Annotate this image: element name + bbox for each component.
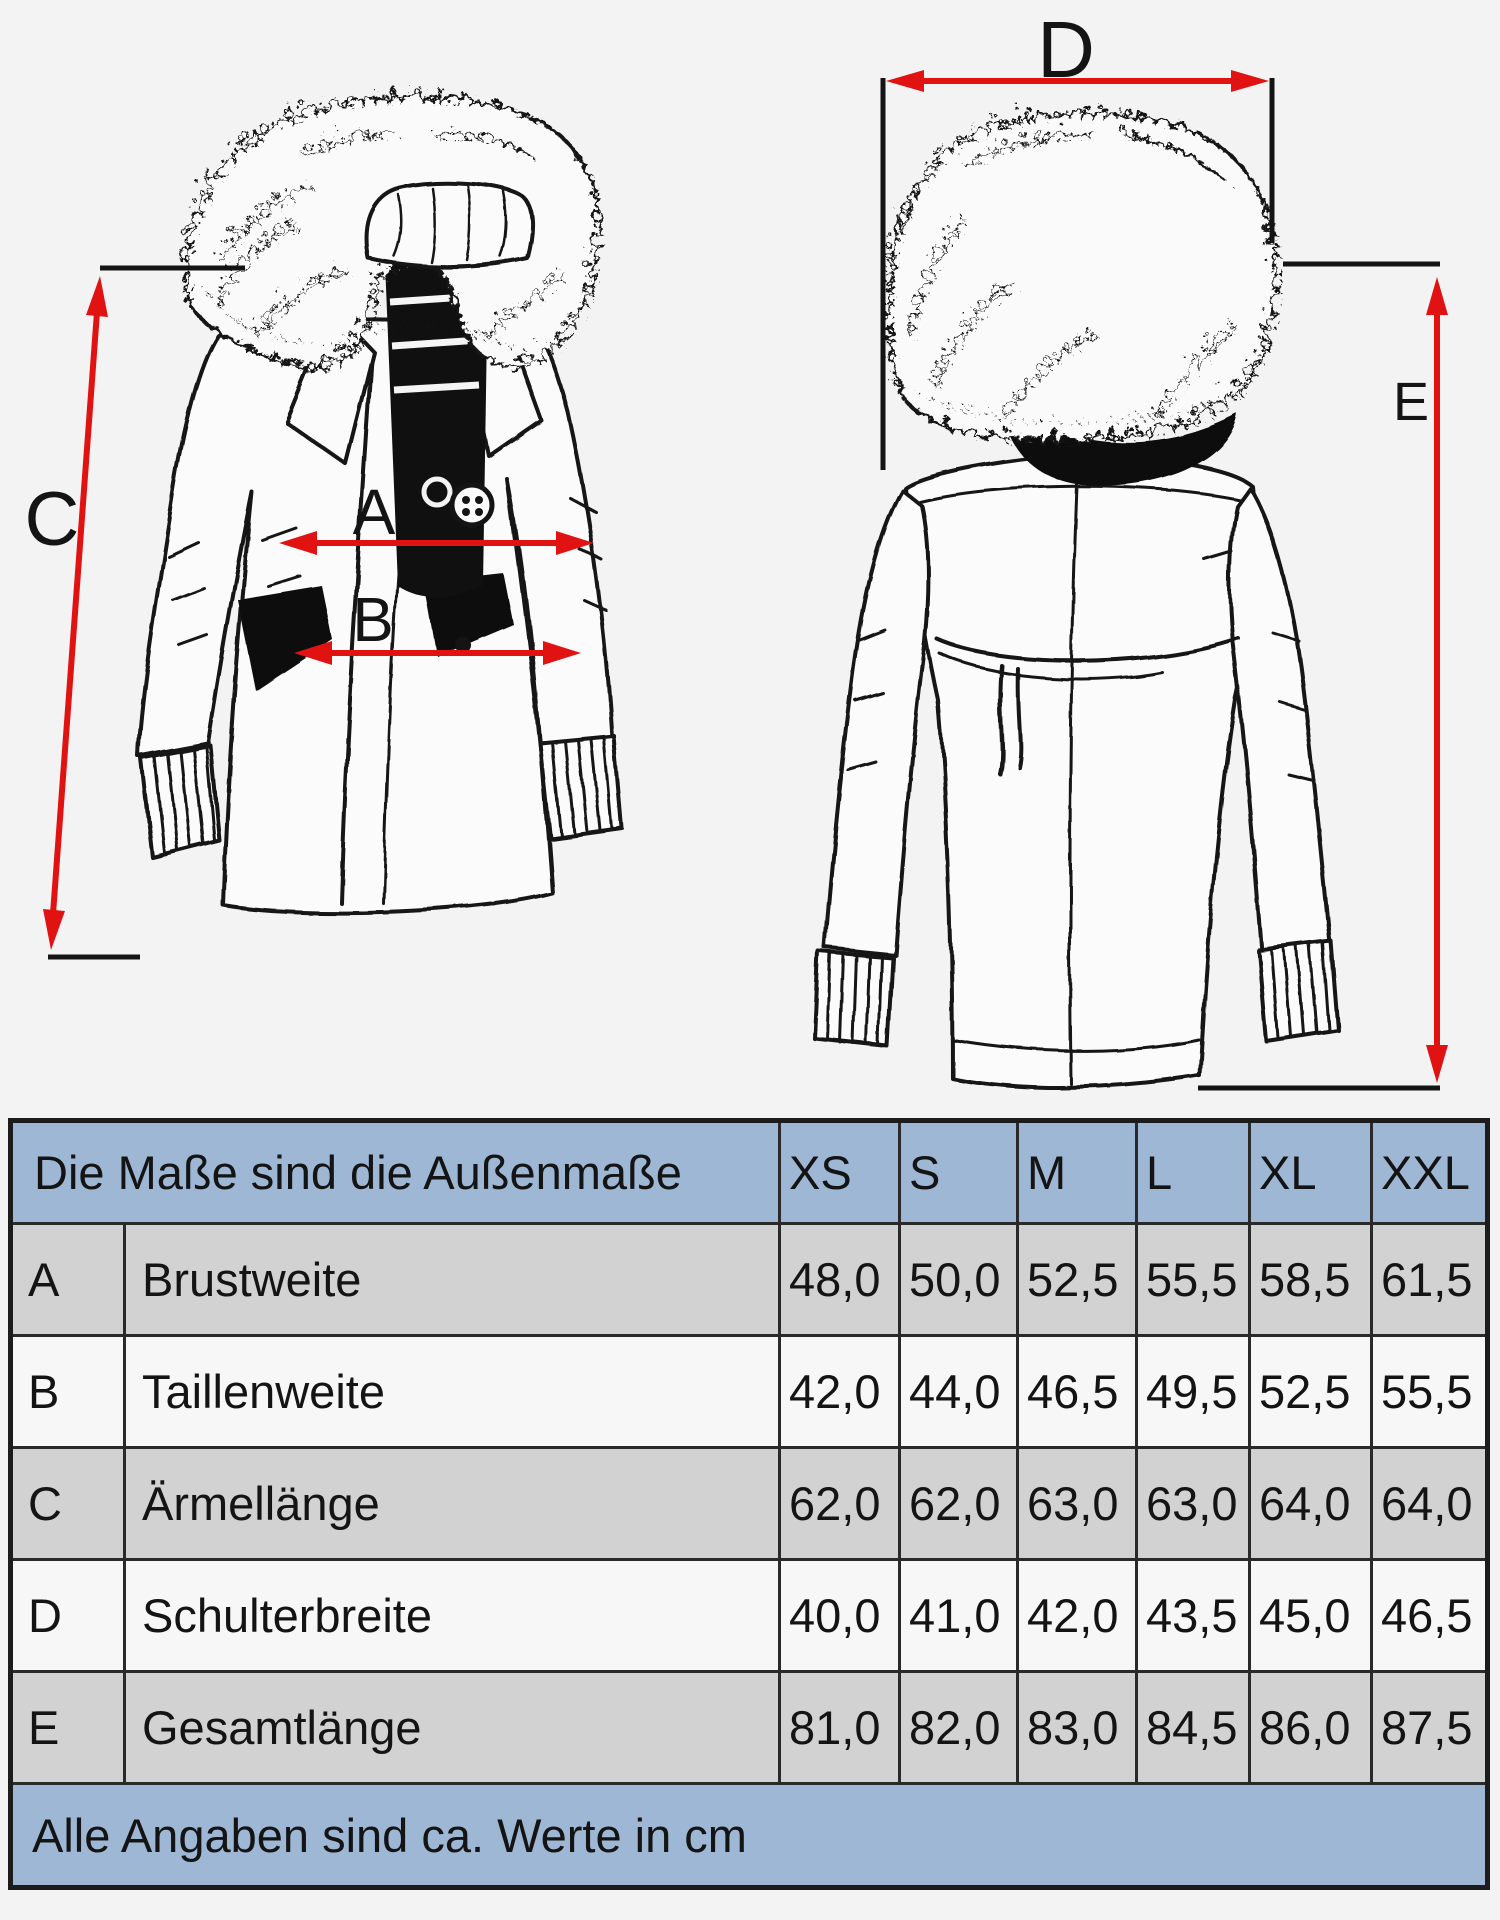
measurement-label-e: E [1392, 372, 1430, 432]
value-cell: 52,5 [1018, 1224, 1137, 1336]
value-cell: 82,0 [900, 1672, 1018, 1784]
measurement-label-a: A [352, 476, 396, 548]
value-cell: 63,0 [1137, 1448, 1250, 1560]
value-cell: 46,5 [1372, 1560, 1488, 1672]
back-jacket-body [905, 455, 1255, 1088]
row-key: D [11, 1560, 125, 1672]
value-cell: 63,0 [1018, 1448, 1137, 1560]
size-header-l: L [1137, 1121, 1250, 1224]
value-cell: 52,5 [1250, 1336, 1372, 1448]
size-header-m: M [1018, 1121, 1137, 1224]
table-row-c [11, 1448, 1488, 1560]
size-header-xs: XS [780, 1121, 900, 1224]
value-cell: 42,0 [780, 1336, 900, 1448]
table-title: Die Maße sind die Außenmaße [11, 1121, 780, 1224]
value-cell: 61,5 [1372, 1224, 1488, 1336]
table-footer-row [11, 1784, 1488, 1888]
value-cell: 55,5 [1137, 1224, 1250, 1336]
table-row-b [11, 1336, 1488, 1448]
size-header-s: S [900, 1121, 1018, 1224]
table-row-d [11, 1560, 1488, 1672]
value-cell: 64,0 [1250, 1448, 1372, 1560]
table-footer-note: Alle Angaben sind ca. Werte in cm [11, 1784, 1488, 1888]
value-cell: 84,5 [1137, 1672, 1250, 1784]
value-cell: 62,0 [900, 1448, 1018, 1560]
value-cell: 87,5 [1372, 1672, 1488, 1784]
value-cell: 46,5 [1018, 1336, 1137, 1448]
front-hood-lining [366, 183, 532, 267]
row-key: E [11, 1672, 125, 1784]
size-table [8, 1118, 1490, 1890]
table-row-e [11, 1672, 1488, 1784]
measurement-label-d: D [1037, 5, 1095, 94]
table-row-a [11, 1224, 1488, 1336]
value-cell: 49,5 [1137, 1336, 1250, 1448]
back-hood-fur [883, 109, 1271, 436]
value-cell: 44,0 [900, 1336, 1018, 1448]
table-header-row [11, 1121, 1488, 1224]
row-key: C [11, 1448, 125, 1560]
value-cell: 45,0 [1250, 1560, 1372, 1672]
value-cell: 62,0 [780, 1448, 900, 1560]
size-header-xl: XL [1250, 1121, 1372, 1224]
row-key: A [11, 1224, 125, 1336]
value-cell: 41,0 [900, 1560, 1018, 1672]
value-cell: 64,0 [1372, 1448, 1488, 1560]
value-cell: 58,5 [1250, 1224, 1372, 1336]
value-cell: 81,0 [780, 1672, 900, 1784]
measurement-label-c: C [24, 477, 80, 562]
value-cell: 50,0 [900, 1224, 1018, 1336]
value-cell: 43,5 [1137, 1560, 1250, 1672]
row-label: Brustweite [125, 1224, 780, 1336]
row-key: B [11, 1336, 125, 1448]
value-cell: 83,0 [1018, 1672, 1137, 1784]
value-cell: 42,0 [1018, 1560, 1137, 1672]
back-view-jacket-illustration [815, 109, 1338, 1088]
row-label: Taillenweite [125, 1336, 780, 1448]
measurement-label-b: B [352, 586, 394, 655]
value-cell: 55,5 [1372, 1336, 1488, 1448]
value-cell: 40,0 [780, 1560, 900, 1672]
row-label: Gesamtlänge [125, 1672, 780, 1784]
size-header-xxl: XXL [1372, 1121, 1488, 1224]
value-cell: 86,0 [1250, 1672, 1372, 1784]
row-label: Schulterbreite [125, 1560, 780, 1672]
row-label: Ärmellänge [125, 1448, 780, 1560]
value-cell: 48,0 [780, 1224, 900, 1336]
